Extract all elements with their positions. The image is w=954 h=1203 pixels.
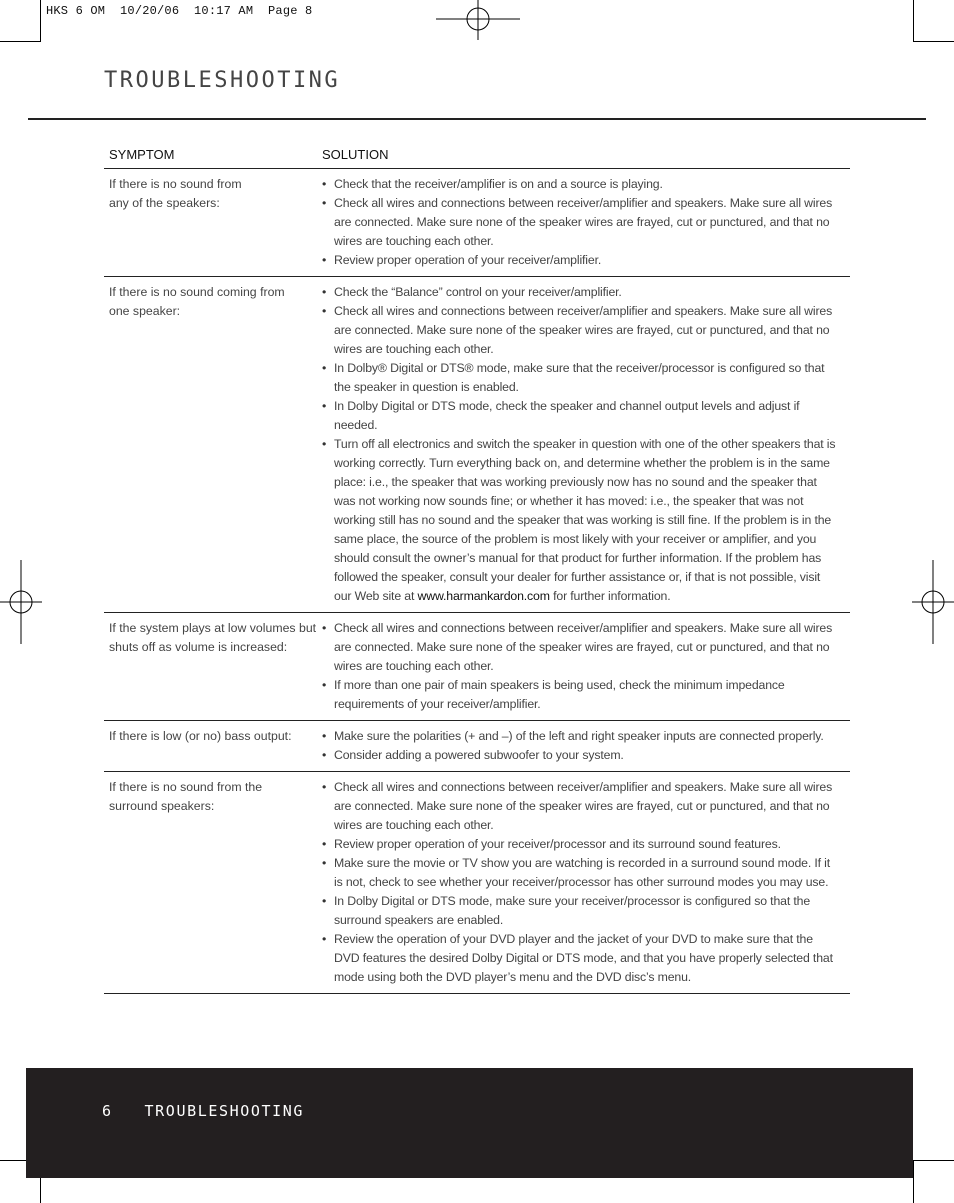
solution-item: • Make sure the polarities (+ and –) of the left and right speaker inputs are connected properly. (322, 727, 850, 746)
solution-item: • Review the operation of your DVD player and the jacket of your DVD to make sure that the DVD features the desired Dolby Digital or DTS mode, and that you have properly selected that mode using both the DVD player’s menu and the DVD disc’s menu. (322, 930, 840, 987)
solution-item: • Check all wires and connections between receiver/amplifier and speakers. Make sure all wires are connected. Make sure none of the speaker wires are frayed, cut or punctured, and that no wires are touching each other. (322, 302, 836, 359)
solution-text-suffix: for further information. (549, 589, 671, 603)
solution-text: Turn off all electronics and switch the speaker in question with one of the other speakers that is working correctly. Turn everything back on, and determine whether the problem is in the same place: i.e., the speaker that was working previously now has no sound and the speaker that was not working now sounds fine; or whether it has moved: i.e., the speaker that was not working still has no sound and the speaker that was working is still fine. If the problem is in the same place, the source of the problem is most likely with your receiver or amplifier, and you should consult the owner’s manual for that product for further information. If the problem has followed the speaker, consult your dealer for further assistance or, if that is not possible, visit our Web site at (334, 437, 836, 603)
crop-mark-bottom-right-v (913, 1160, 914, 1203)
solution-item: • Review proper operation of your receiver/processor and its surround sound features. (322, 835, 840, 854)
solution-item: • If more than one pair of main speakers is being used, check the minimum impedance requirements of your receiver/amplifier. (322, 676, 836, 714)
solution-item: • Check all wires and connections between receiver/amplifier and speakers. Make sure all wires are connected. Make sure none of the speaker wires are frayed, cut or punctured, and that no wires are touching each other. (322, 778, 840, 835)
crop-mark-top-right-h (913, 41, 954, 42)
solution-item (322, 435, 836, 606)
table-row (104, 613, 850, 721)
troubleshooting-table (104, 140, 850, 994)
solution-list (322, 175, 850, 270)
solution-column-header: SOLUTION (322, 146, 389, 162)
solution-list (322, 727, 850, 765)
symptom-cell: If the system plays at low volumes but shuts off as volume is increased: (109, 621, 317, 654)
registration-mark-top-icon (436, 0, 520, 40)
registration-mark-right-icon (912, 560, 954, 644)
crop-mark-top-left-h (0, 41, 41, 42)
table-header (104, 140, 850, 169)
page-title: TROUBLESHOOTING (104, 68, 341, 93)
symptom-cell: If there is low (or no) bass output: (109, 729, 292, 743)
solution-list (322, 778, 850, 987)
table-row (104, 772, 850, 994)
symptom-cell: If there is no sound from any of the speakers: (109, 177, 242, 210)
registration-mark-left-icon (0, 560, 42, 644)
solution-item: • In Dolby Digital or DTS mode, check the speaker and channel output levels and adjust if needed. (322, 397, 836, 435)
table-row (104, 277, 850, 613)
symptom-column-header: SYMPTOM (109, 146, 175, 162)
page-number: 6 (102, 1102, 113, 1120)
solution-item: • In Dolby Digital or DTS mode, make sure your receiver/processor is configured so that the surround speakers are enabled. (322, 892, 840, 930)
crop-mark-bottom-right-h (913, 1160, 954, 1161)
website-link[interactable]: www.harmankardon.com (417, 589, 550, 603)
solution-item: • Check the “Balance” control on your receiver/amplifier. (322, 283, 836, 302)
symptom-cell: If there is no sound from the surround speakers: (109, 780, 263, 813)
table-row (104, 169, 850, 277)
solution-list (322, 619, 850, 714)
footer-section-title: TROUBLESHOOTING (144, 1102, 305, 1120)
solution-list (322, 283, 850, 606)
crop-mark-top-right-v (913, 0, 914, 42)
page-footer (26, 1068, 913, 1178)
symptom-cell: If there is no sound coming from one speaker: (109, 285, 285, 318)
print-slug: HKS 6 OM 10/20/06 10:17 AM Page 8 (46, 4, 313, 18)
solution-item: • Check all wires and connections between receiver/amplifier and speakers. Make sure all wires are connected. Make sure none of the speaker wires are frayed, cut or punctured, and that no wires are touching each other. (322, 194, 850, 251)
solution-item: • Review proper operation of your receiver/amplifier. (322, 251, 850, 270)
crop-mark-top-left-v (40, 0, 41, 42)
solution-item: • Consider adding a powered subwoofer to your system. (322, 746, 850, 765)
solution-item: • Check all wires and connections between receiver/amplifier and speakers. Make sure all wires are connected. Make sure none of the speaker wires are frayed, cut or punctured, and that no wires are touching each other. (322, 619, 836, 676)
title-rule (28, 118, 926, 120)
footer-label (102, 1102, 304, 1120)
table-row (104, 721, 850, 772)
solution-item: • In Dolby® Digital or DTS® mode, make sure that the receiver/processor is configured so that the speaker in question is enabled. (322, 359, 836, 397)
solution-item: • Check that the receiver/amplifier is on and a source is playing. (322, 175, 850, 194)
solution-item: • Make sure the movie or TV show you are watching is recorded in a surround sound mode. If it is not, check to see whether your receiver/processor has other surround modes you may use. (322, 854, 840, 892)
